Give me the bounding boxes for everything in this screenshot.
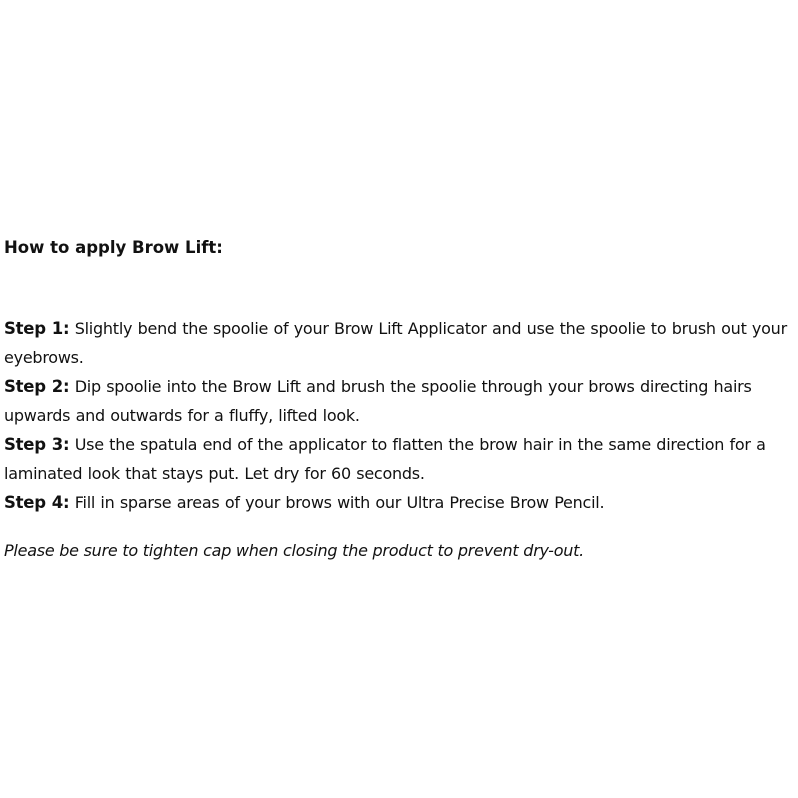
step-3-label: Step 3: <box>4 435 70 454</box>
product-care-note: Please be sure to tighten cap when closing the product to prevent dry-out. <box>4 541 584 560</box>
step-1-text: Slightly bend the spoolie of your Brow Lift Applicator and use the spoolie to brush out your eyebrows. <box>4 319 787 367</box>
instructions-heading: How to apply Brow Lift: <box>4 238 223 257</box>
step-4-text: Fill in sparse areas of your brows with our Ultra Precise Brow Pencil. <box>74 493 605 512</box>
step-1 <box>4 314 796 372</box>
step-2-label: Step 2: <box>4 377 70 396</box>
steps-list <box>4 314 796 517</box>
step-2 <box>4 372 796 430</box>
step-4-label: Step 4: <box>4 493 70 512</box>
step-4 <box>4 488 796 517</box>
step-1-label: Step 1: <box>4 319 70 338</box>
step-2-text: Dip spoolie into the Brow Lift and brush the spoolie through your brows directing hairs upwards and outwards for a fluffy, lifted look. <box>4 377 752 425</box>
step-3-text: Use the spatula end of the applicator to flatten the brow hair in the same direction for a laminated look that stays put. Let dry for 60 seconds. <box>4 435 766 483</box>
step-3 <box>4 430 796 488</box>
